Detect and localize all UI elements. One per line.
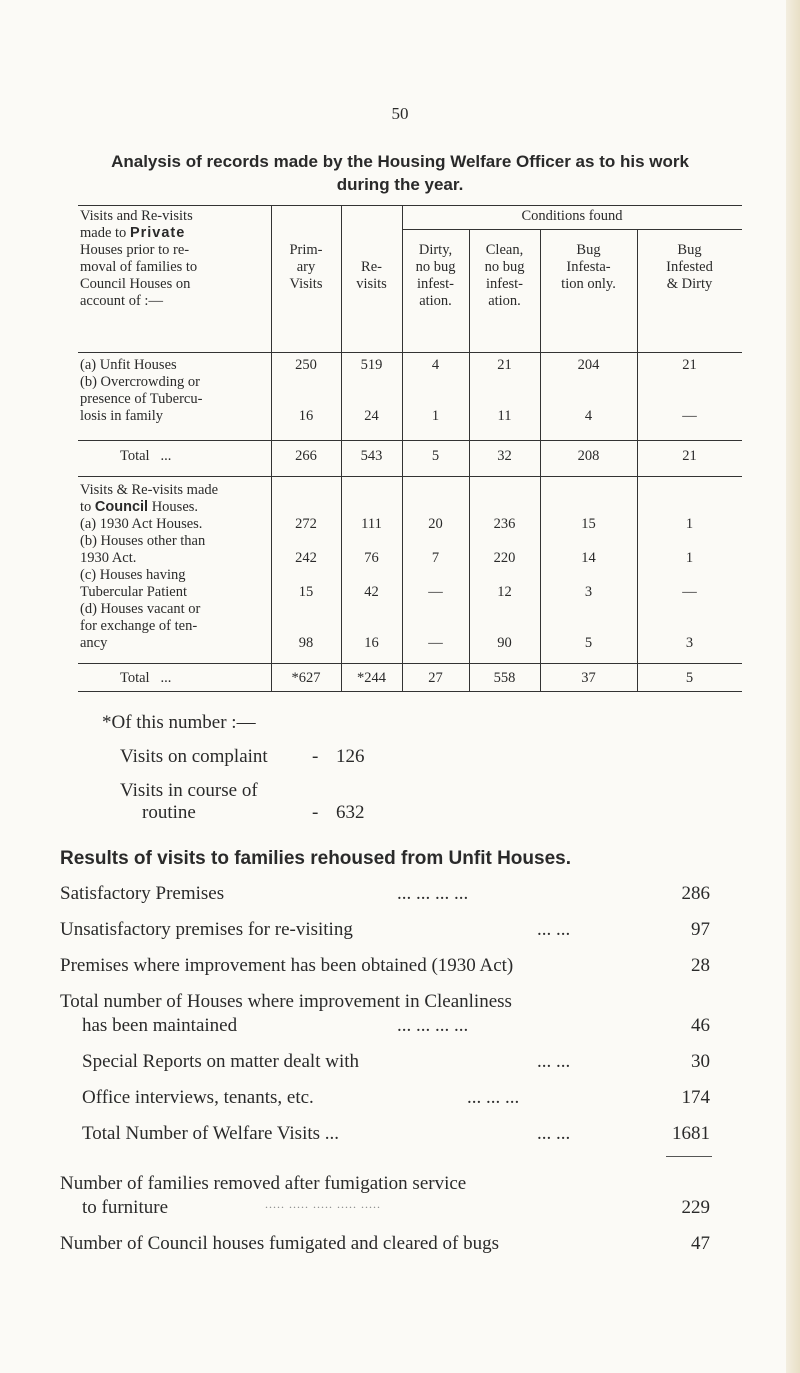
title-line-2: during the year. (336, 175, 464, 194)
title-line-1: Analysis of records made by the Housing Welfare Officer as to his work (111, 152, 689, 171)
conditions-found-header: Conditions found (521, 208, 623, 224)
sum-rule (666, 1156, 712, 1157)
page-edge (786, 0, 800, 1373)
page-title (60, 150, 740, 196)
page-number: 50 (391, 104, 409, 123)
results-heading: Results of visits to families rehoused from Unfit Houses. (60, 848, 571, 869)
